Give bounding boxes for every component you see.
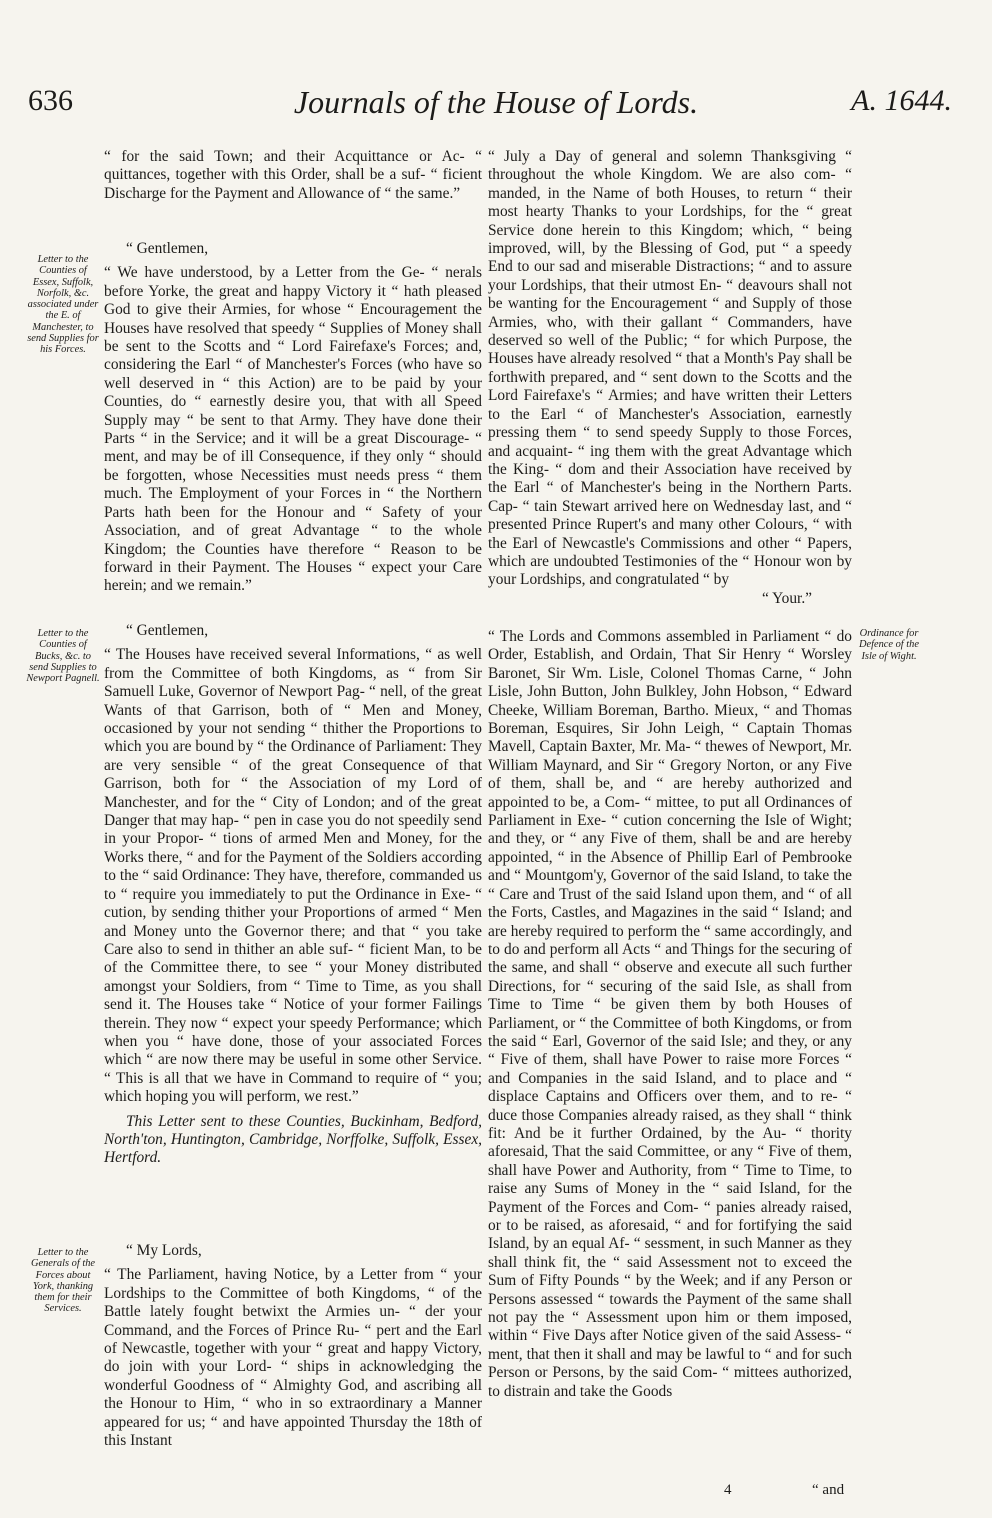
lords-letter-sign-off: “ Your.” (761, 589, 812, 607)
essex-salutation: “ Gentlemen, (126, 240, 209, 257)
wight-ordinance-body: “ The Lords and Commons assembled in Parliament “ do Order, Establish, and Ordain, That Sir Henry “ Worsley Baronet, Sir Wm. Lisle, Colonel Thomas Carne, “ John Lisle, John Button, John Bulkley, John Hobson, “ Edward Cheeke, William Boreman, Bartho. Mieux, “ and Thomas Boreman, Esquires, Sir John Leigh, “ Captain Thomas Mavell, Captain Baxter, Mr. Ma- “ thewes of Newport, Mr. William Maynard, and Sir “ Gregory Norton, or any Five of them, shall be, and “ are hereby authorized and appointed to be, a Com- “ mittee, to put all Ordinances of Parliament in Exe- “ cution concerning the Isle of Wight; and they, or “ any Five of them, shall be and are hereby appointed, “ in the Absence of Phillip Earl of Pembrooke and “ Mountgom'y, Governor of the said Island, to take the “ Care and Trust of the said Island upon them, and “ of all the Forts, Castles, and Magazines in the said “ Island; and are hereby required to perform the “ same accordingly, and to do and perform all Acts “ and Things for the securing of the same, and shall “ observe and execute all such further Directions, for “ securing of the said Isle, as shall from Time to Time “ be given them by both Houses of Parliament, or “ the Committee of both Kingdoms, or from the said “ Earl, Governor of the said Isle; and they, or any “ Five of them, shall have Power to raise more Forces “ and Companies in the said Island, and to place and “ displace Captains and Officers over them, and to re- “ duce those Companies already raised, as they shall “ think fit: And be it further Ordained, by the Au- “ thority aforesaid, That the said Committee, or any “ Five of them, shall have Power and Authority, from “ Time to Time, to raise any Sums of Money in the “ said Island, for the Payment of the Forces and Com- “ panies already raised, or to be raised, as aforesaid, “ and for fortifying the said Island, by an equal Af- “ sessment, in such Manner as they shall think fit, the “ said Assessment not to exceed the Sum of Fifty Pounds “ by the Week; and if any Person or Persons assessed “ towards the Payment of the same shall not pay the “ Assessment upon him or them imposed, within “ Five Days after Notice given of the said Assess- “ ment, that then it shall and may be lawful to “ and for such Person or Persons, by the said Com- “ mittees authorized, to distrain and take the Goods (488, 628, 852, 1400)
lords-letter-continued (488, 148, 852, 608)
essex-letter-body: “ We have understood, by a Letter from the Ge- “ nerals before Yorke, the great and happy Victory it “ hath pleased God to give their Armies, for whose “ Encouragement the Houses have resolved that speedy “ Supplies of Money shall be sent to the Scotts and “ Lord Fairefaxe's Forces; and, considering the Earl “ of Manchester's Forces (who have so well deserved in “ this Action) are to be paid by your Counties, do “ earnestly desire you, that with all Speed Supply may “ be sent to that Army. They have done their Parts “ in the Service; and it will be a great Discourage- “ ment, and may be of ill Consequence, if they only “ should be forgotten, whose Necessities must needs press “ them much. The Employment of your Forces in “ the Northern Parts hath been for the Honour and “ Safety of your Association, and of great Advantage “ to the whole Kingdom; the Counties have therefore “ Reason to be forward in their Payment. The Houses “ expect your Care herein; and we remain.” (104, 264, 482, 595)
page-number: 636 (28, 84, 73, 117)
page-year: A. 1644. (851, 84, 952, 117)
bucks-letter (104, 622, 482, 1168)
signature-mark: 4 (724, 1482, 732, 1498)
left-column-top (104, 148, 482, 203)
page-header (0, 84, 992, 134)
lords-salutation: “ My Lords, (126, 1242, 202, 1259)
essex-letter (104, 240, 482, 596)
running-title: Journals of the House of Lords. (293, 84, 699, 120)
catchword: “ and (812, 1482, 845, 1498)
bucks-letter-body: “ The Houses have received several Informations, “ as well from the Committee of both Kingdoms, as “ from Sir Samuell Luke, Governor of Newport Pag- “ nell, of the great Wants of that Garrison, both of “ Men and Money, occasioned by your not sending “ thither the Proportions to which you are bound by “ the Ordinance of Parliament: They are very sensible “ of the great Consequence of that Garrison, both for “ the Association of my Lord of Manchester, and for the “ City of London; and of the great Danger that may hap- “ pen in case you do not speedily send in your Propor- “ tions of armed Men and Money, for the Works there, “ and for the Payment of the Soldiers according to the “ said Ordinance: They have, therefore, commanded us to “ require you immediately to put the Ordinance in Exe- “ cution, by sending thither your Proportions of armed “ Men and Money unto the Governor there; and that “ you take Care also to send in thither an able suf- “ ficient Man, to be of the Committee there, to see “ your Money distributed amongst your Soldiers, from “ Time to Time, as you shall send it. The Houses take “ Notice of your former Failings therein. They now “ expect your speedy Performance; which when you “ have done, those of your associated Forces which “ are now there may be useful in some other Service. “ This is all that we have in Command to require of “ you; which hoping you will perform, we rest.” (104, 646, 482, 1106)
counties-note: This Letter sent to these Counties, Buckinham, Bedford, North'ton, Huntington, Cambridge, Norffolke, Suffolk, Essex, Hertford. (104, 1112, 482, 1167)
wight-ordinance (488, 628, 852, 1401)
margin-note-bucks: Letter to the Counties of Bucks, &c. to send Supplies to Newport Pagnell. (26, 628, 100, 685)
margin-note-wight: Ordinance for Defence of the Isle of Wight. (858, 628, 919, 662)
margin-note-essex: Letter to the Counties of Essex, Suffolk, Norfolk, &c. associated under the E. of Manchester, to send Supplies for his Forces. (27, 254, 99, 356)
margin-note-generals: Letter to the Generals of the Forces about York, thanking them for their Services. (30, 1247, 96, 1315)
lords-letter-continued-body: “ July a Day of general and solemn Thanksgiving “ throughout the whole Kingdom. We are also com- “ manded, in the Name of both Houses, to return “ their most hearty Thanks to your Lordships, for the “ great Service done herein to this Kingdom; which, “ being improved, will, by the Blessing of God, put “ a speedy End to our sad and miserable Distractions; “ and to assure your Lordships, that their utmost En- “ deavours shall not be wanting for the Encouragement “ and Supply of those Armies, who, with their gallant “ Commanders, have deserved so well of the Public; “ for which Purpose, the Houses have already resolved “ that a Month's Pay shall be forthwith prepared, and “ sent down to the Scotts and the Lord Fairefaxe's “ Armies; and have written their Letters to the Earl “ of Manchester's Association, earnestly pressing them “ to send speedy Supply to those Forces, and acquaint- “ ing them with the great Advantage which the King- “ dom and their Association have received by the Earl “ of Manchester's being in the Northern Parts. Cap- “ tain Stewart arrived here on Wednesday last, and “ presented Prince Rupert's and many other Colours, “ with the Earl of Newcastle's Commissions and other “ Papers, which are undoubted Testimonies of the “ Honour won by your Lordships, and congratulated “ by (488, 148, 852, 589)
lords-letter (104, 1242, 482, 1450)
lords-letter-body: “ The Parliament, having Notice, by a Letter from “ your Lordships to the Committee of both Kingdoms, “ of the Battle lately fought betwixt the Armies un- “ der your Command, and the Forces of Prince Ru- “ pert and the Earl of Newcastle, together with your “ great and happy Victory, do join with your Lord- “ ships in acknowledging the wonderful Goodness of “ Almighty God, and ascribing all the Honour to Him, “ who in so extraordinary a Manner appeared for us; “ and have appointed Thursday the 18th of this Instant (104, 1266, 482, 1450)
continuation-paragraph: “ for the said Town; and their Acquittance or Ac- “ quittances, together with this Order, shall be a suf- “ ficient Discharge for the Payment and Allowance of “ the same.” (104, 148, 482, 202)
bucks-salutation: “ Gentlemen, (126, 622, 209, 639)
